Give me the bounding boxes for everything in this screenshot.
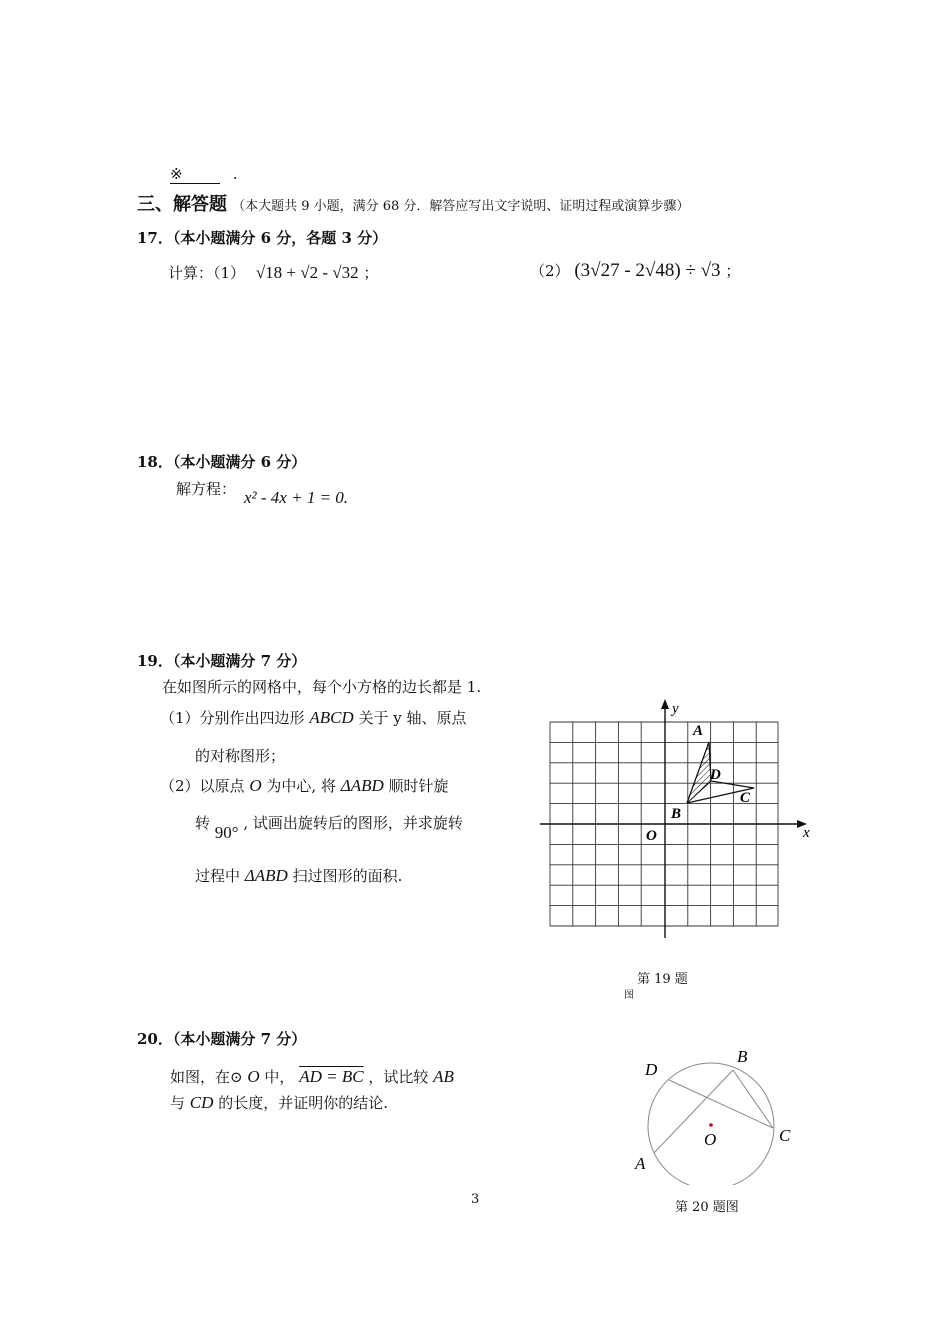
q19-part2-line3 <box>195 865 402 886</box>
section-note: （本大题共 9 小题，满分 68 分．解答应写出文字说明、证明过程或演算步骤） <box>232 199 690 214</box>
q17-prompt: 计算：（1） <box>168 264 246 282</box>
q19-intro: 在如图所示的网格中，每个小方格的边长都是 1. <box>162 678 482 696</box>
q19-part1-line2: 的对称图形； <box>195 747 286 765</box>
q20-figure-caption: 第 20 题图 <box>675 1200 739 1215</box>
y-axis-label: y <box>672 701 679 717</box>
q20-text-c: ，试比较 <box>368 1068 429 1086</box>
point-c-label-20: C <box>779 1126 791 1145</box>
point-d-label-20: D <box>645 1060 658 1079</box>
x-axis-label: x <box>803 825 810 841</box>
q20-arc-equation: AD = BC <box>299 1067 364 1086</box>
q19-part1-line1 <box>160 707 467 728</box>
answer-blank-mark: ※ . <box>170 165 238 183</box>
q19-triangle-name: ΔABD <box>340 776 384 795</box>
q19-figure-caption: 第 19 题 <box>637 972 688 987</box>
q18-prompt: 解方程： <box>176 480 237 498</box>
q19-part2-line1 <box>160 775 449 796</box>
q20-segment-cd: CD <box>189 1093 214 1112</box>
q19-triangle-name-2: ΔABD <box>244 866 288 885</box>
q20-line2 <box>170 1092 388 1113</box>
q17-separator-2: ； <box>725 262 741 280</box>
q20-text-b: 中， <box>264 1068 295 1086</box>
q17-part1 <box>168 262 378 283</box>
q17-expression-2: (3√27 - 2√48) ÷ √3 <box>574 260 721 281</box>
q19-part2-text-g: 扫过图形的面积. <box>292 867 403 885</box>
q19-part1-text-a: （1）分别作出四边形 <box>160 709 305 727</box>
q19-part2-text-a: （2）以原点 <box>160 777 245 795</box>
page-number: 3 <box>471 1192 480 1207</box>
y-axis-arrow <box>661 699 669 709</box>
q20-text-d: 与 <box>170 1094 186 1112</box>
q18-header: 18．（本小题满分 6 分） <box>137 453 307 471</box>
q19-part2-line2 <box>195 812 463 842</box>
q19-part2-text-c: 顺时针旋 <box>388 777 449 795</box>
point-c-label: C <box>740 790 751 806</box>
center-point <box>709 1123 713 1127</box>
q19-origin-name: O <box>249 776 262 795</box>
q19-header: 19．（本小题满分 7 分） <box>137 652 307 670</box>
q19-part2-text-d: 转 <box>195 814 211 832</box>
q19-part1-text-b: 关于 y 轴、原点 <box>358 709 467 727</box>
section-title: 三、解答题 <box>137 194 227 215</box>
origin-label: O <box>646 828 657 844</box>
point-b-label-20: B <box>737 1047 748 1066</box>
q20-circle-name: O <box>247 1067 260 1086</box>
q20-segment-ab: AB <box>433 1067 454 1086</box>
q20-header: 20．（本小题满分 7 分） <box>137 1030 307 1048</box>
q19-part2-text-f: 过程中 <box>195 867 241 885</box>
point-b-label: B <box>671 806 682 822</box>
q17-expression-1: √18 + √2 - √32 <box>255 263 359 282</box>
q18-equation: x² - 4x + 1 = 0. <box>244 488 349 507</box>
q19-angle: 90° <box>214 823 239 842</box>
q19-part2-text-b: 为中心, 将 <box>266 777 336 795</box>
point-a-label: A <box>693 723 704 739</box>
q19-figure-caption-tail: 图 <box>624 990 634 1001</box>
q17-label-2: （2） <box>530 262 570 280</box>
q20-line1 <box>170 1066 454 1087</box>
q20-circle-figure <box>625 1040 805 1185</box>
q17-header: 17．（本小题满分 6 分，各题 3 分） <box>137 229 388 247</box>
q20-text-e: 的长度，并证明你的结论. <box>218 1094 388 1112</box>
q19-quadrilateral-name: ABCD <box>309 708 354 727</box>
q17-separator-1: ； <box>363 264 379 282</box>
q19-part2-text-e: , 试画出旋转后的图形，并求旋转 <box>243 814 463 832</box>
point-d-label: D <box>710 767 721 783</box>
q20-text-a: 如图，在⊙ <box>170 1068 243 1086</box>
point-a-label-20: A <box>635 1154 646 1173</box>
q17-part2 <box>530 260 740 282</box>
point-o-label-20: O <box>704 1130 717 1149</box>
section-heading <box>137 190 689 216</box>
q19-grid-figure <box>535 695 820 945</box>
